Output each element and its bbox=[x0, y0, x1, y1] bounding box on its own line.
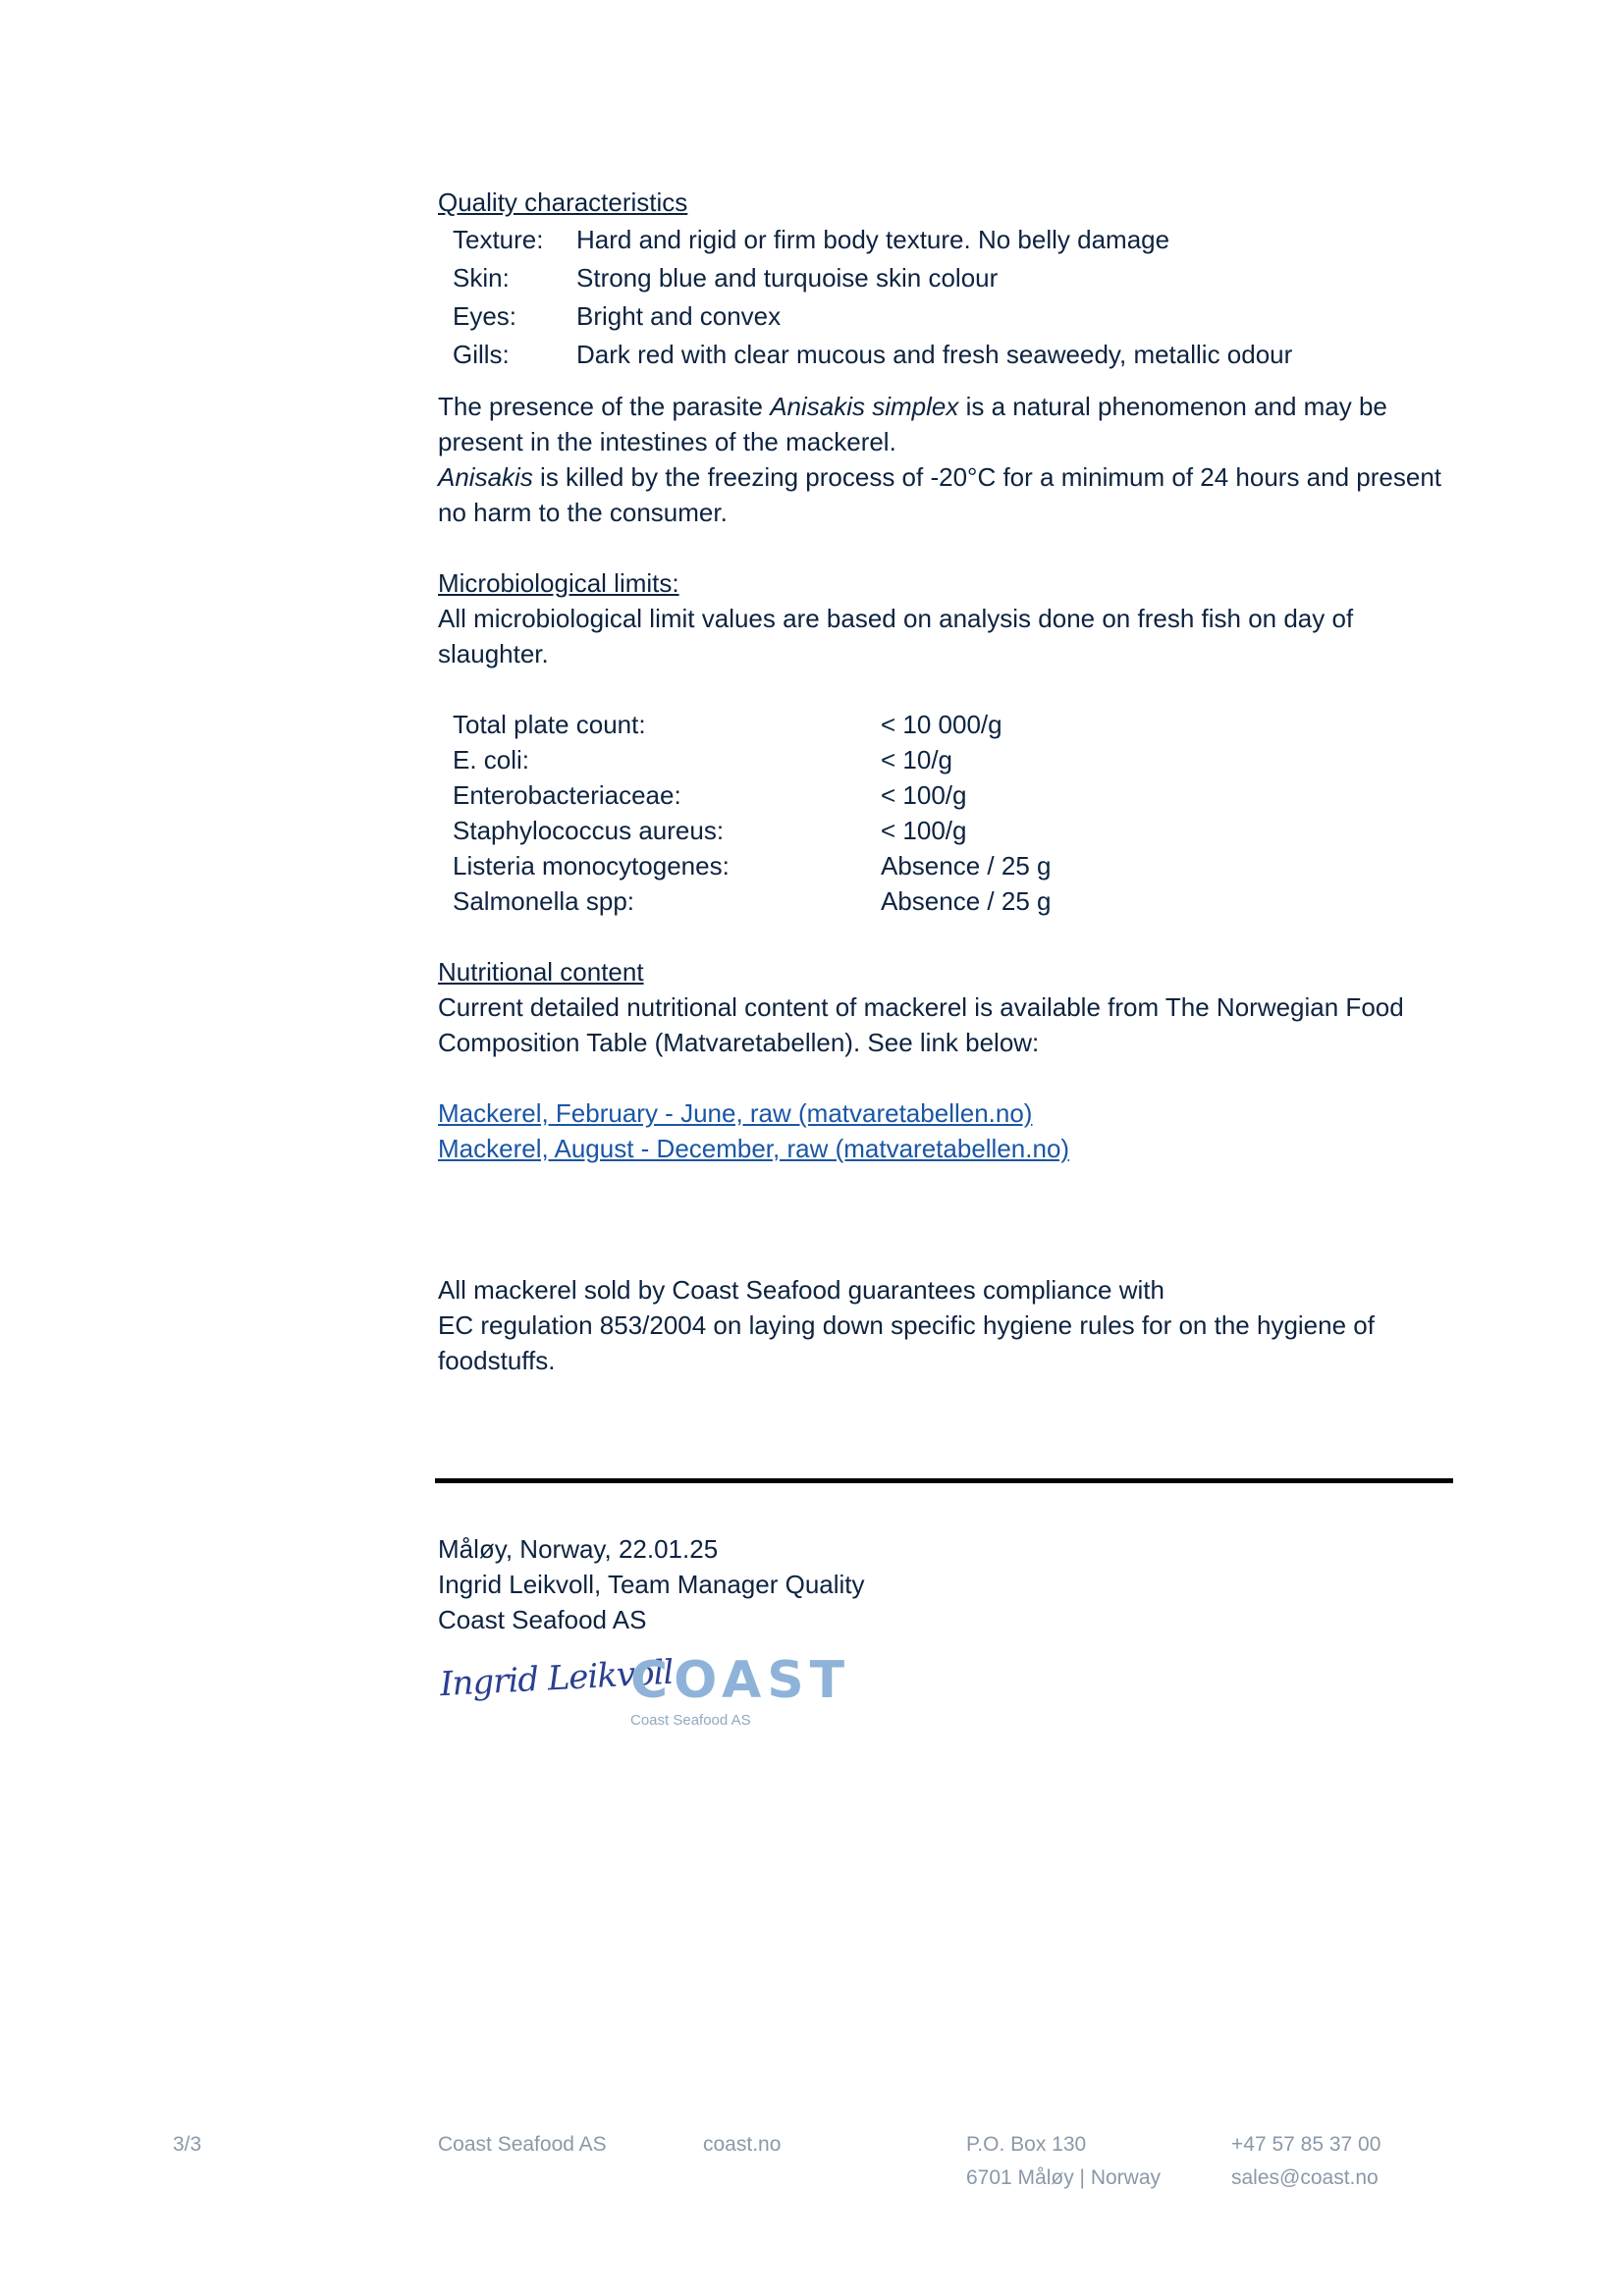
micro-value: < 10/g bbox=[881, 745, 953, 774]
species-name: Anisakis bbox=[438, 462, 533, 492]
footer-address-line-1: P.O. Box 130 bbox=[966, 2133, 1087, 2156]
quality-row-texture bbox=[438, 220, 1459, 258]
micro-value: < 100/g bbox=[881, 816, 967, 845]
micro-row bbox=[438, 742, 1459, 777]
quality-row-eyes bbox=[438, 296, 1459, 335]
micro-value: < 10 000/g bbox=[881, 710, 1002, 739]
micro-value: Absence / 25 g bbox=[881, 886, 1052, 916]
anisakis-paragraph-1: The presence of the parasite Anisakis simplex is a natural phenomenon and may be present in the intestines of the mackerel. bbox=[438, 392, 1387, 456]
quality-label: Eyes: bbox=[453, 300, 517, 331]
footer-contact bbox=[1231, 2128, 1380, 2195]
micro-row bbox=[438, 883, 1459, 919]
species-name: Anisakis simplex bbox=[770, 392, 959, 421]
footer-website[interactable]: coast.no bbox=[703, 2133, 782, 2156]
micro-row bbox=[438, 848, 1459, 883]
micro-name: Listeria monocytogenes: bbox=[453, 851, 730, 881]
quality-row-gills bbox=[438, 335, 1459, 373]
micro-row bbox=[438, 813, 1459, 848]
footer-company: Coast Seafood AS bbox=[438, 2133, 607, 2156]
signature-area bbox=[438, 1649, 850, 1737]
quality-value: Strong blue and turquoise skin colour bbox=[576, 262, 999, 293]
micro-row bbox=[438, 707, 1459, 742]
micro-intro: All microbiological limit values are based on analysis done on fresh fish on day of slaughter. bbox=[438, 604, 1354, 668]
micro-name: Enterobacteriaceae: bbox=[453, 780, 681, 810]
quality-value: Hard and rigid or firm body texture. No belly damage bbox=[576, 224, 1170, 254]
quality-row-skin bbox=[438, 258, 1459, 296]
nutrition-link-aug-dec[interactable]: Mackerel, August - December, raw (matvaretabellen.no) bbox=[438, 1134, 1070, 1163]
quality-label: Texture: bbox=[453, 224, 544, 254]
compliance-line-2: EC regulation 853/2004 on laying down specific hygiene rules for on the hygiene of foodstuffs. bbox=[438, 1310, 1375, 1375]
micro-name: Staphylococcus aureus: bbox=[453, 816, 725, 845]
signatory: Ingrid Leikvoll, Team Manager Quality bbox=[438, 1570, 865, 1599]
micro-name: Salmonella spp: bbox=[453, 886, 634, 916]
quality-label: Gills: bbox=[453, 339, 510, 369]
signoff-block bbox=[438, 1531, 865, 1637]
coast-logo-subtitle: Coast Seafood AS bbox=[630, 1712, 751, 1729]
footer-address bbox=[966, 2128, 1161, 2195]
footer-phone: +47 57 85 37 00 bbox=[1231, 2133, 1381, 2156]
quality-value: Bright and convex bbox=[576, 300, 782, 331]
signoff-company: Coast Seafood AS bbox=[438, 1605, 647, 1634]
micro-name: Total plate count: bbox=[453, 710, 646, 739]
quality-label: Skin: bbox=[453, 262, 510, 293]
micro-value: < 100/g bbox=[881, 780, 967, 810]
quality-heading: Quality characteristics bbox=[438, 187, 688, 217]
micro-row bbox=[438, 777, 1459, 813]
micro-table bbox=[438, 707, 1459, 919]
nutrition-link-feb-june[interactable]: Mackerel, February - June, raw (matvaretabellen.no) bbox=[438, 1098, 1033, 1128]
anisakis-paragraph-2: Anisakis is killed by the freezing process of -20°C for a minimum of 24 hours and present no harm to the consumer. bbox=[438, 462, 1441, 527]
nutrition-text: Current detailed nutritional content of mackerel is available from The Norwegian Food Composition Table (Matvaretabellen). See link below: bbox=[438, 992, 1404, 1057]
footer-page-number: 3/3 bbox=[173, 2133, 202, 2156]
quality-value: Dark red with clear mucous and fresh seaweedy, metallic odour bbox=[576, 339, 1293, 369]
compliance-line-1: All mackerel sold by Coast Seafood guarantees compliance with bbox=[438, 1275, 1164, 1305]
place-date: Måløy, Norway, 22.01.25 bbox=[438, 1534, 719, 1564]
handwritten-signature: Ingrid Leikvoll bbox=[439, 1652, 675, 1705]
footer-email[interactable]: sales@coast.no bbox=[1231, 2166, 1379, 2189]
micro-name: E. coli: bbox=[453, 745, 530, 774]
micro-value: Absence / 25 g bbox=[881, 851, 1052, 881]
nutrition-heading: Nutritional content bbox=[438, 957, 644, 987]
coast-logo: COAST bbox=[630, 1651, 851, 1710]
footer-address-line-2: 6701 Måløy | Norway bbox=[966, 2166, 1162, 2189]
divider-rule bbox=[435, 1478, 1453, 1483]
micro-heading: Microbiological limits: bbox=[438, 568, 679, 598]
main-content bbox=[438, 185, 1459, 1378]
quality-table bbox=[438, 220, 1459, 373]
